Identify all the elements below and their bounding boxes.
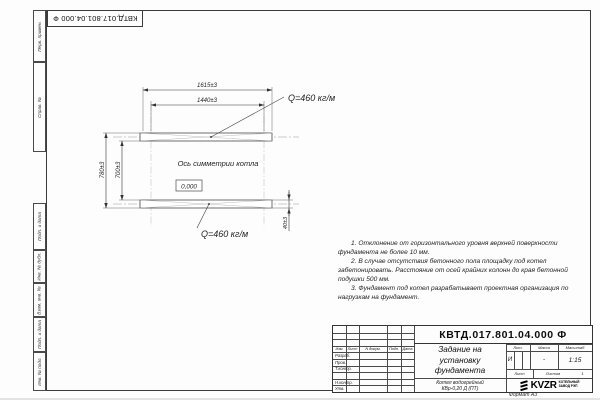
tb-designation: КВТД.017.801.04.000 Ф xyxy=(414,326,592,344)
tb-col-izm: Изм. xyxy=(335,347,344,352)
tb-col-list: Лист xyxy=(347,347,358,352)
dim-height-inner: 700±3 xyxy=(116,161,122,179)
tb-scale-label: Масштаб xyxy=(565,345,585,350)
tb-mass-value: - xyxy=(543,357,545,363)
tb-line xyxy=(333,333,414,334)
foundation-rail-top xyxy=(140,133,272,141)
load-label-bottom: Q=460 кг/м xyxy=(201,229,249,239)
tb-sheets-label: Листов xyxy=(545,371,561,376)
margin-label: Справ. № xyxy=(37,96,43,118)
dim-height-outer: 780±3 xyxy=(100,161,106,179)
technical-notes xyxy=(338,239,575,302)
margin-label: Взам. инв. № xyxy=(37,285,43,315)
format-label: Формат А3 xyxy=(508,391,538,398)
margin-label: Перв. примен. xyxy=(37,20,43,52)
dim-rail-thickness: 40±3 xyxy=(283,216,289,230)
tb-product-line: Котел водогрейный xyxy=(436,379,484,386)
note-3: 3. Фундамент под котел разрабатывает проектная организация по нагрузкам на фундамент. xyxy=(338,285,569,301)
tb-col-podp: Подп. xyxy=(388,347,400,352)
tb-line xyxy=(333,339,414,340)
note-2: 2. В случае отсутствия бетонного пола площадку под котел забетонировать. Расстояние от осей крайних колонн до края бетонной подушки 500 мм. xyxy=(338,258,568,283)
tb-doc-title xyxy=(435,345,485,377)
tb-row-prov: Пров. xyxy=(335,359,347,365)
coil-icon xyxy=(519,380,529,391)
tb-sheet-label: Лист xyxy=(514,371,525,376)
tb-line xyxy=(522,351,523,369)
company-logo-text: KVZR xyxy=(530,379,557,391)
note-1: 1. Отклонение от горизонтального уровня верхней поверхности фундамента не более 10 мм. xyxy=(338,240,558,256)
tb-row-razrab: Разраб. xyxy=(335,353,351,359)
tb-doc-title-line: фундамента xyxy=(434,366,486,376)
title-block xyxy=(332,325,593,393)
tb-doc-title-line: Задание на xyxy=(438,345,482,355)
leader-dot-bottom xyxy=(208,203,210,205)
company-name-line: КОТЕЛЬНЫЙ xyxy=(558,380,580,385)
company-name xyxy=(559,381,580,389)
company-name-line: ЗАВОД РЭП xyxy=(558,384,578,388)
tb-sheets-value: 1 xyxy=(581,371,584,376)
tb-row-tkontr: Т.контр. xyxy=(335,366,352,372)
tb-product-line: КВр-0,20 Д (ПТ) xyxy=(441,385,479,392)
margin-label: Инв. № подл. xyxy=(37,357,43,386)
level-mark-value: 0,000 xyxy=(181,183,197,191)
rail-center-lines xyxy=(113,137,299,204)
load-label-top: Q=460 кг/м xyxy=(288,93,336,103)
symmetry-axis-label: Ось симметрии котла xyxy=(177,159,259,168)
tb-row-nkontr: Н.контр. xyxy=(335,379,353,385)
dim-width-outer: 1615±3 xyxy=(197,83,217,89)
margin-label: Подп. и дата xyxy=(37,212,43,241)
top-designation-text: КВТД.017.801.04.000 Ф xyxy=(52,14,138,23)
company-logo xyxy=(519,380,580,391)
tb-lit-value: И xyxy=(507,357,513,363)
tb-line xyxy=(333,372,414,373)
tb-row-utv: Утв. xyxy=(335,386,345,392)
tb-doc-title-line: установку xyxy=(439,355,481,365)
tb-lit-label: Лит. xyxy=(513,345,523,350)
tb-col-data: Дата xyxy=(402,347,413,352)
tb-product-name xyxy=(436,380,484,392)
tb-line xyxy=(514,351,515,369)
dim-width-inner: 1440±3 xyxy=(197,98,217,104)
margin-label: Подп. и дата xyxy=(37,320,43,349)
tb-mass-label: Масса xyxy=(538,345,550,350)
margin-label: Инв. № дубл. xyxy=(37,252,43,281)
foundation-rail-bottom xyxy=(140,200,272,208)
tb-col-ndoc: N докум. xyxy=(365,347,381,352)
leader-dot-top xyxy=(210,136,212,138)
tb-scale-value: 1:15 xyxy=(568,356,582,364)
